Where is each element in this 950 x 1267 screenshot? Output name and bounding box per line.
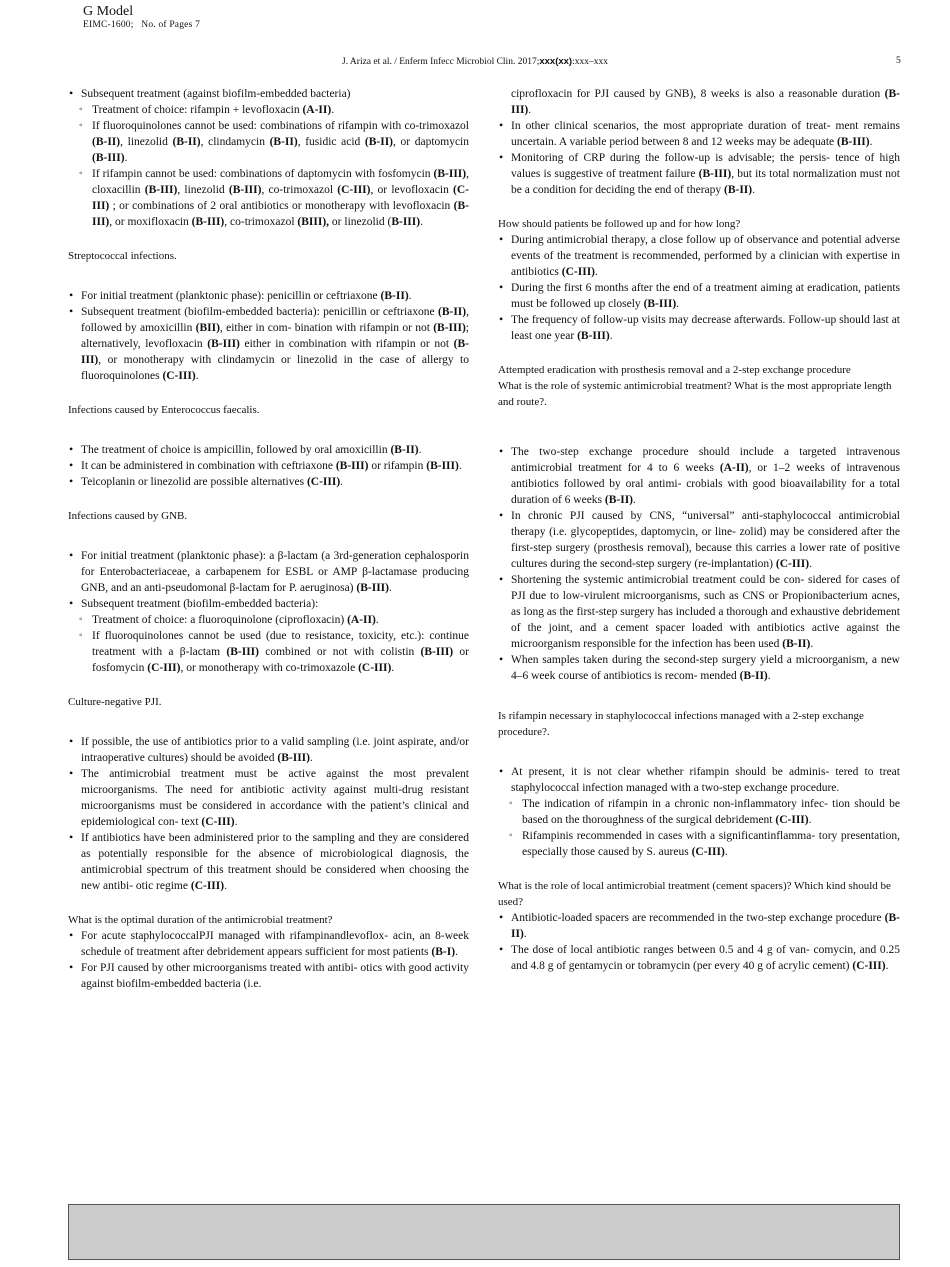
evidence-grade: (B-II) — [739, 670, 768, 682]
journal-code: EIMC-1600; No. of Pages 7 — [83, 20, 201, 30]
evidence-grade: (B-III) — [277, 752, 310, 764]
evidence-grade: (C-III) — [92, 184, 469, 212]
evidence-grade: (B-II) — [269, 136, 298, 148]
list-item: • Antibiotic-loaded spacers are recommended in the two-step exchange procedure (B-II). — [498, 910, 900, 942]
list-item: ◦ Rifampinis recommended in cases with a significantinflamma- tory presentation, especially those caused by S. aureus (C-III). — [498, 828, 900, 860]
list-item: • If possible, the use of antibiotics prior to a valid sampling (i.e. joint aspirate, and/or intraoperative cultures) should be avoided (B-III). — [68, 734, 469, 766]
item-text: Antibiotic-loaded spacers are recommended in the two-step exchange procedure — [511, 912, 885, 924]
item-text: During antimicrobial therapy, a close follow up of observance and potential adverse events of the treatment is recommended, performed by a clinician with expertise in antibiotics — [511, 234, 900, 278]
item-text: , or daptomycin — [393, 136, 470, 148]
evidence-grade: (A-II) — [302, 104, 332, 116]
evidence-grade: (B-III) — [144, 184, 178, 196]
biofilm-treatment-list — [68, 86, 469, 230]
item-text: Rifampinis recommended in cases with a significantinflamma- tory presentation, especially those caused by S. aureus — [522, 830, 900, 858]
evidence-grade: (C-III) — [201, 816, 235, 828]
evidence-grade: (C-III) — [691, 846, 725, 858]
item-text: , linezolid — [120, 136, 173, 148]
item-text: , or monotherapy with clindamycin or linezolid in the case of allergy to fluoroquinolones — [81, 354, 469, 382]
item-text: The treatment of choice is ampicillin, followed by oral amoxicillin — [81, 444, 391, 456]
rifampin-list — [498, 764, 900, 860]
evidence-grade: (B-II) — [604, 494, 634, 506]
evidence-grade: (B-III) — [837, 136, 870, 148]
item-text: Shortening the systemic antimicrobial treatment could be con- sidered for cases of PJI due to low-virulent microorganisms, such as CNS or Propionibacterium acnes, as long as the first-step surgery has included a thorough and exhaustive debridement of the joint, and a cement spacer loaded with antibiotics active against the microorganism responsible for the infection has been used — [511, 574, 900, 650]
section-heading-enterococcus: Infections caused by Enterococcus faecalis. — [68, 404, 260, 416]
item-text: Subsequent treatment (against biofilm-embedded bacteria) — [81, 88, 351, 100]
item-text: , co-trimoxazol — [261, 184, 338, 196]
item-text: , or 1–2 weeks of intravenous antibiotics followed by oral antimi- crobials with good bioavailability for a total duration of 6 weeks — [511, 462, 900, 506]
local-treatment-list — [498, 910, 900, 974]
list-item: • During antimicrobial therapy, a close follow up of observance and potential adverse events of the treatment is recommended, performed by a clinician with expertise in antibiotics (C-III). — [498, 232, 900, 280]
evidence-grade: (B-II) — [511, 912, 900, 940]
list-item: ◦ Treatment of choice: a fluoroquinolone (ciprofloxacin) (A-II). — [68, 612, 469, 628]
item-text: If possible, the use of antibiotics prior to a valid sampling (i.e. joint aspirate, and/or intraoperative cultures) should be avoided — [81, 736, 469, 764]
item-text: In other clinical scenarios, the most appropriate duration of treat- ment remains uncertain. A variable period between 8 and 12 weeks may be adequate — [511, 120, 900, 148]
list-item — [68, 596, 469, 612]
evidence-grade: (B-III) — [92, 152, 125, 164]
item-text: Subsequent treatment (biofilm-embedded bacteria): — [81, 598, 319, 610]
item-text: The dose of local antibiotic ranges between 0.5 and 4 g of van- comycin, and 0.25 and 4.8 g of gentamycin or tobramycin (per every 40 g of acrylic cement) — [511, 944, 900, 972]
item-text: , either in com- bination with rifampin or not — [219, 322, 434, 334]
item-text: , but its total normalization must not be a condition for deciding the end of therapy — [511, 168, 900, 196]
list-item: • During the first 6 months after the end of a treatment aiming at eradication, patients must be followed up closely (B-III). — [498, 280, 900, 312]
evidence-grade: (B-II) — [782, 638, 811, 650]
list-item: ◦ If fluoroquinolones cannot be used (due to resistance, toxicity, etc.): continue treatment with a β-lactam (B-III) combined or not with colistin (B-III) or fosfomycin (C-III), or monotherapy with co-trimoxazole (C-III). — [68, 628, 469, 676]
list-item — [68, 960, 469, 992]
evidence-grade: (C-III) — [358, 662, 392, 674]
left-column — [68, 86, 469, 992]
list-item: • The antimicrobial treatment must be active against the most prevalent microorganisms. The need for antibiotic activity against multi-drug resistant microorganisms must be considered in accordance with the patient’s clinical and epidemiological con- text (C-III). — [68, 766, 469, 830]
list-item: • In other clinical scenarios, the most appropriate duration of treat- ment remains uncertain. A variable period between 8 and 12 weeks may be adequate (B-III). — [498, 118, 900, 150]
item-text: Monitoring of CRP during the follow-up is advisable; the persis- tence of high values is suggestive of treatment failure — [511, 152, 900, 180]
item-text: Treatment of choice: rifampin + levofloxacin — [92, 104, 303, 116]
item-text: , fusidic acid — [297, 136, 365, 148]
item-text: , co-trimoxazol — [224, 216, 298, 228]
item-text: For PJI caused by other microorganisms treated with antibi- otics with good activity against biofilm-embedded bacteria (i.e. — [81, 962, 469, 990]
list-item: • Subsequent treatment (biofilm-embedded bacteria): penicillin or ceftriaxone (B-II), followed by amoxicillin (BII), either in com- bination with rifampin or not (B-III); alternatively, levofloxacin (B-III) either in combination with rifampin or not (B-III), or monotherapy with clindamycin or linezolid in the case of allergy to fluoroquinolones (C-III). — [68, 304, 469, 384]
evidence-grade: (B-III) — [191, 216, 225, 228]
list-item: ◦ Treatment of choice: rifampin + levofloxacin (A-II). — [68, 102, 469, 118]
enterococcus-list — [68, 442, 469, 490]
item-text: The indication of rifampin in a chronic non-inflammatory infec- tion should be based on the thoroughness of the surgical debridement — [522, 798, 900, 826]
evidence-grade: (B-III) — [335, 460, 369, 472]
evidence-grade: (C-III) — [147, 662, 181, 674]
item-text: , or levofloxacin — [370, 184, 454, 196]
list-item: • Teicoplanin or linezolid are possible alternatives (C-III). — [68, 474, 469, 490]
item-text: either in combination with rifampin or not — [239, 338, 454, 350]
gnb-list — [68, 548, 469, 676]
list-item: ◦ The indication of rifampin in a chronic non-inflammatory infec- tion should be based on the thoroughness of the surgical debridement (C-III). — [498, 796, 900, 828]
list-item: • The dose of local antibiotic ranges between 0.5 and 4 g of van- comycin, and 0.25 and 4.8 g of gentamycin or tobramycin (per every 40 g of acrylic cement) (C-III). — [498, 942, 900, 974]
section-heading-culture-negative: Culture-negative PJI. — [68, 696, 162, 708]
list-item: • The frequency of follow-up visits may decrease afterwards. Follow-up should last at least one year (B-III). — [498, 312, 900, 344]
list-item: • When samples taken during the second-step surgery yield a microorganism, a new 4–6 week course of antibiotics is recom- mended (B-II). — [498, 652, 900, 684]
item-text: For initial treatment (planktonic phase): penicillin or ceftriaxone — [81, 290, 381, 302]
evidence-grade: (C-III) — [337, 184, 371, 196]
section-heading-local-treatment: What is the role of local antimicrobial treatment (cement spacers)? Which kind should be used? — [498, 880, 891, 908]
list-item: • It can be administered in combination with ceftriaxone (B-III) or rifampin (B-III). — [68, 458, 469, 474]
list-item: • If antibiotics have been administered prior to the sampling and they are considered as potentially responsible for the absence of microbiological diagnosis, the antimicrobial spectrum of this treatment should be considered when choosing the new antibi- otic regime (C-III). — [68, 830, 469, 894]
item-text: If rifampin cannot be used: combinations of daptomycin with fosfomycin — [92, 168, 434, 180]
item-text: If antibiotics have been administered prior to the sampling and they are considered as potentially responsible for the absence of microbiological diagnosis, the antimicrobial spectrum of this treatment should be considered when choosing the new antibi- otic regime — [81, 832, 469, 892]
item-text: If fluoroquinolones cannot be used: combinations of rifampin with co-trimoxazol — [92, 120, 469, 132]
list-item — [68, 86, 469, 102]
evidence-grade: (B-III) — [698, 168, 732, 180]
evidence-grade: (B-III) — [207, 338, 240, 350]
list-item: • Monitoring of CRP during the follow-up is advisable; the persis- tence of high values is suggestive of treatment failure (B-III), but its total normalization must not be a condition for deciding the end of therapy (B-II). — [498, 150, 900, 198]
item-text: The antimicrobial treatment must be active against the most prevalent microorganisms. The need for antibiotic activity against multi-drug resistant microorganisms must be considered in accordance with the patient’s clinical and epidemiological con- text — [81, 768, 469, 828]
running-header-volume: xxx(xx) — [539, 56, 573, 67]
g-model-label: G Model — [83, 4, 134, 19]
item-text: In chronic PJI caused by CNS, “universal” anti-staphylococcal antimicrobial therapy (i.e. glycopeptides, daptomycin, or line- zolid) may be considered after the first-step surgery (prosthesis removal), because this carries a lower rate of positive cultures during the second-step surgery (re-implantation) — [511, 510, 900, 570]
section-heading-follow-up: How should patients be followed up and for how long? — [498, 218, 741, 230]
item-text: Subsequent treatment (biofilm-embedded bacteria): penicillin or ceftriaxone — [81, 306, 438, 318]
evidence-grade: (B-III) — [228, 184, 262, 196]
section-heading-streptococcal: Streptococcal infections. — [68, 250, 177, 262]
section-heading-two-step: Attempted eradication with prosthesis removal and a 2-step exchange procedure — [498, 364, 851, 376]
item-text: , or moxifloxacin — [109, 216, 192, 228]
evidence-grade: (B-I) — [431, 946, 456, 958]
evidence-grade: (B-III) — [426, 460, 459, 472]
evidence-grade: (B-II) — [172, 136, 201, 148]
evidence-grade: (BII) — [195, 322, 220, 334]
item-text: During the first 6 months after the end of a treatment aiming at eradication, patients must be followed up closely — [511, 282, 900, 310]
item-text: , followed by amoxicillin — [81, 306, 469, 334]
item-text: The frequency of follow-up visits may decrease afterwards. Follow-up should last at least one year — [511, 314, 900, 342]
item-text: , linezolid — [177, 184, 229, 196]
section-heading-gnb: Infections caused by GNB. — [68, 510, 188, 522]
item-text: The two-step exchange procedure should include a targeted intravenous antimicrobial treatment for 4 to 6 weeks — [511, 446, 900, 474]
evidence-grade: (B-II) — [364, 136, 394, 148]
list-item: • Shortening the systemic antimicrobial treatment could be con- sidered for cases of PJI due to low-virulent microorganisms, such as CNS or Propionibacterium acnes, as long as the first-step surgery has included a thorough and exhaustive debridement of the joint, and a cement spacer loaded with antibiotics active against the microorganism responsible for the infection has been used (B-II). — [498, 572, 900, 652]
item-text: or linezolid ( — [329, 216, 392, 228]
item-text: , clindamycin — [200, 136, 270, 148]
list-item: • In chronic PJI caused by CNS, “universal” anti-staphylococcal antimicrobial therapy (i.e. glycopeptides, daptomycin, or line- zolid) may be considered after the first-step surgery (prosthesis removal), because this carries a lower rate of positive cultures during the second-step surgery (re-implantation) (C-III). — [498, 508, 900, 572]
evidence-grade: (B-III) — [577, 330, 610, 342]
item-text: , or monotherapy with co-trimoxazole — [180, 662, 359, 674]
evidence-grade: (B-II) — [724, 184, 753, 196]
item-text: combined or not with colistin — [258, 646, 421, 658]
evidence-grade: (C-III) — [306, 476, 341, 488]
section-heading-duration: What is the optimal duration of the antimicrobial treatment? — [68, 914, 333, 926]
subsection-heading-systemic-treatment: What is the role of systemic antimicrobial treatment? What is the most appropriate length and route?. — [498, 380, 892, 408]
running-header — [0, 56, 950, 67]
evidence-grade: (BIII), — [297, 216, 330, 228]
list-item — [498, 764, 900, 796]
item-text: Teicoplanin or linezolid are possible alternatives — [81, 476, 307, 488]
list-item-continued: ciprofloxacin for PJI caused by GNB), 8 weeks is also a reasonable duration (B-III). — [511, 88, 900, 116]
list-item: • For initial treatment (planktonic phase): penicillin or ceftriaxone (B-II). — [68, 288, 469, 304]
footer-placeholder-box — [68, 1204, 900, 1260]
evidence-grade: (B-III) — [92, 200, 469, 228]
item-text: At present, it is not clear whether rifampin should be adminis- tered to treat staphylococcal infection managed with a two-step exchange procedure. — [511, 766, 900, 794]
item-text: ciprofloxacin for PJI caused by GNB), 8 weeks is also a reasonable duration — [511, 88, 885, 100]
item-text: ; alternatively, levofloxacin — [81, 322, 469, 350]
list-item: • The two-step exchange procedure should include a targeted intravenous antimicrobial treatment for 4 to 6 weeks (A-II), or 1–2 weeks of intravenous antibiotics followed by oral antimi- crobials with good bioavailability for a total duration of 6 weeks (B-II). — [498, 444, 900, 508]
duration-continued-list — [498, 86, 900, 198]
evidence-grade: (A-II) — [719, 462, 749, 474]
item-text: When samples taken during the second-step surgery yield a microorganism, a new 4–6 week course of antibiotics is recom- mended — [511, 654, 900, 682]
list-item: • The treatment of choice is ampicillin, followed by oral amoxicillin (B-II). — [68, 442, 469, 458]
item-text: ; or combinations of 2 oral antibiotics or monotherapy with levofloxacin — [109, 200, 454, 212]
streptococcal-list — [68, 288, 469, 384]
item-text: For acute staphylococcalPJI managed with rifampinandlevoflox- acin, an 8-week schedule of treatment after debridement appears sufficient for most patients — [81, 930, 469, 958]
two-step-list — [498, 444, 900, 684]
evidence-grade: (B-III) — [643, 298, 677, 310]
evidence-grade: (B-II) — [438, 306, 467, 318]
item-text: or fosfomycin — [92, 646, 469, 674]
evidence-grade: (C-III) — [852, 960, 886, 972]
list-item: • For initial treatment (planktonic phase): a β-lactam (a 3rd-generation cephalosporin for Enterobacteriaceae, a carbapenem for ESBL or AMP β-lactamase producing GNB, and an anti-pseudomonal β-lactam for P. aeruginosa) (B-III). — [68, 548, 469, 596]
item-text: Treatment of choice: a fluoroquinolone (ciprofloxacin) — [92, 614, 348, 626]
list-item: ◦ If fluoroquinolones cannot be used: combinations of rifampin with co-trimoxazol (B-II), linezolid (B-II), clindamycin (B-II), fusidic acid (B-II), or daptomycin (B-III). — [68, 118, 469, 166]
evidence-grade: (B-III) — [356, 582, 389, 594]
evidence-grade: (B-III) — [226, 646, 259, 658]
item-text: For initial treatment (planktonic phase): a β-lactam (a 3rd-generation cephalosporin for Enterobacteriaceae, a carbapenem for ESBL or AMP β-lactamase producing GNB, and an anti-pseudomonal β-lactam for P. aeruginosa) — [81, 550, 469, 594]
evidence-grade: (B-III) — [433, 168, 467, 180]
evidence-grade: (A-II) — [347, 614, 376, 626]
section-heading-rifampin: Is rifampin necessary in staphylococcal infections managed with a 2-step exchange procedure?. — [498, 710, 864, 738]
item-text: or rifampin — [368, 460, 427, 472]
page-number: 5 — [896, 56, 901, 66]
evidence-grade: (C-III) — [162, 370, 196, 382]
evidence-grade: (B-III) — [433, 322, 466, 334]
item-text: , cloxacillin — [92, 168, 469, 196]
duration-list — [68, 928, 469, 992]
follow-up-list — [498, 232, 900, 344]
list-item: ◦ If rifampin cannot be used: combinations of daptomycin with fosfomycin (B-III), cloxacillin (B-III), linezolid (B-III), co-trimoxazol (C-III), or levofloxacin (C-III) ; or combinations of 2 oral antibiotics or monotherapy with levofloxacin (B-III), or moxifloxacin (B-III), co-trimoxazol (BIII), or linezolid (B-III). — [68, 166, 469, 230]
evidence-grade: (B-III) — [511, 88, 900, 116]
list-item: • For acute staphylococcalPJI managed with rifampinandlevoflox- acin, an 8-week schedule of treatment after debridement appears sufficient for most patients (B-I). — [68, 928, 469, 960]
evidence-grade: (C-III) — [775, 814, 809, 826]
evidence-grade: (C-III) — [190, 880, 225, 892]
item-text: If fluoroquinolones cannot be used (due to resistance, toxicity, etc.): continue treatment with a β-lactam — [92, 630, 469, 658]
right-column — [498, 86, 900, 974]
evidence-grade: (C-III) — [775, 558, 810, 570]
running-header-pages: :xxx–xxx — [572, 57, 608, 67]
evidence-grade: (B-III) — [420, 646, 454, 658]
evidence-grade: (C-III) — [561, 266, 596, 278]
evidence-grade: (B-II) — [380, 290, 409, 302]
running-header-prefix: J. Ariza et al. / Enferm Infecc Microbiol Clin. 2017; — [342, 57, 540, 67]
evidence-grade: (B-II) — [92, 136, 121, 148]
culture-negative-list — [68, 734, 469, 894]
item-text: It can be administered in combination with ceftriaxone — [81, 460, 336, 472]
evidence-grade: (B-III) — [81, 338, 470, 366]
evidence-grade: (B-II) — [390, 444, 419, 456]
evidence-grade: B-III) — [391, 216, 421, 228]
